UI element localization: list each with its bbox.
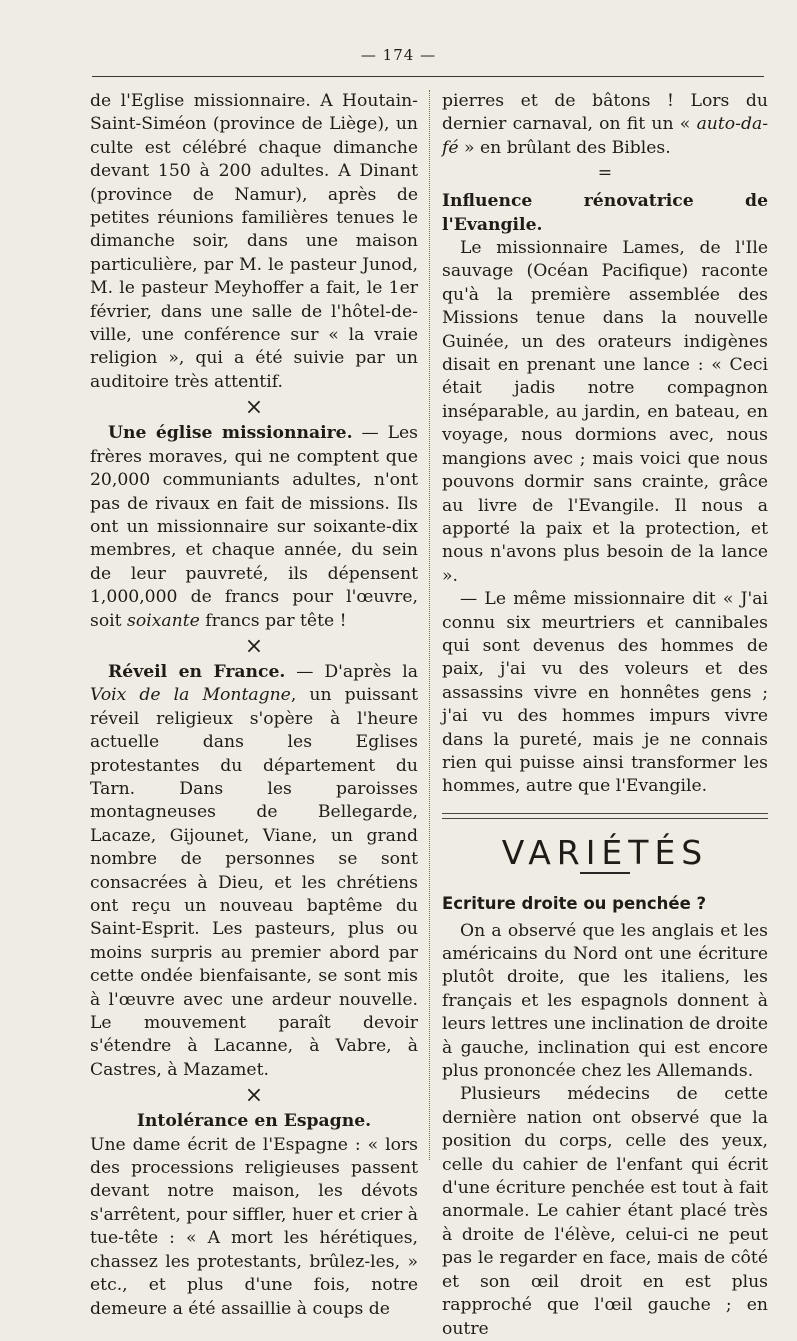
section-divider-cross: ×: [244, 1083, 264, 1109]
paragraph-text: pierres et de bâtons ! Lors du dernier carnaval, on fit un «: [442, 91, 768, 135]
article-writing-text: On a observé que les anglais et les américains du Nord ont une écriture plutôt droite, que les italiens, les français et les espagnols donnent à leurs lettres une inclination de droite à gauche, inclination qui est encore plus prononcée chez les Allemands.: [442, 920, 768, 1082]
article-heading-influence: Influence rénovatrice de l'Evangile.: [442, 191, 768, 235]
left-column: [90, 90, 418, 1321]
article-emphasis: auto-da-fé: [442, 114, 768, 158]
article-heading: Une église missionnaire.: [108, 423, 353, 444]
article-heading-intolerance: Intolérance en Espagne.: [136, 1111, 372, 1132]
article-text: — D'après la: [285, 661, 418, 682]
column-divider: [429, 90, 430, 1160]
right-paragraph-continued: [442, 90, 768, 160]
header-rule: [92, 76, 764, 77]
article-text: — Les frères moraves, qui ne comptent que 20,000 communiants adultes, n'ont pas de rivaux en fait de missions. Ils ont un missionnaire sur soixante-dix membres, et chaque année, du sein de leur pauvreté, ils dépensent 1,000,000 de francs pour l'œuvre, soit: [90, 423, 418, 631]
section-divider-double-dash: =: [597, 163, 613, 184]
article-heading-writing: Ecriture droite ou penchée ?: [442, 894, 707, 914]
article-intolerance-text: Une dame écrit de l'Espagne : « lors des processions religieuses passent devant notre maison, les dévots s'arrêtent, pour siffler, huer et crier à tue-tête : « A mort les hérétiques, chassez les protestants, brûlez-les, » etc., et plus d'une fois, notre demeure a été assaillie à coups de: [90, 1134, 418, 1319]
article-influence-text-2: — Le même missionnaire dit « J'ai connu six meurtriers et cannibales qui sont devenus des hommes de paix, j'ai vu des voleurs et des assassins vivre en honnêtes gens ; j'ai vu des hommes impurs vivre dans la pureté, mais je ne connais rien qui puisse ainsi transformer les hommes, autre que l'Evangile.: [442, 589, 768, 797]
section-divider-cross: ×: [244, 395, 264, 421]
left-paragraph-continued: de l'Eglise missionnaire. A Houtain-Saint-Siméon (province de Liège), un culte est célébré chaque dimanche devant 150 à 200 adultes. A Dinant (province de Namur), après de petites réunions familières tenues le dimanche soir, dans une maison particulière, par M. le pasteur Junod, M. le pasteur Meyhoffer a fait, le 1er février, dans une salle de l'hôtel-de-ville, une conférence sur « la vraie religion », qui a été suivie par un auditoire très attentif.: [90, 91, 418, 392]
article-emphasis: Voix de la Montagne: [90, 685, 291, 706]
article-missionary-church: [90, 422, 418, 633]
article-writing-text-2: Plusieurs médecins de cette dernière nation ont observé que la position du corps, celle des yeux, celle du cahier de l'enfant qui écrit d'une écriture penchée est tout à fait anormale. Le cahier étant placé très à droite de l'élève, celui-ci ne peut pas le regarder en face, mais de côté et son œil droit en est plus rapproché que l'œil gauche ; en outre: [442, 1084, 768, 1339]
section-double-rule: [442, 813, 768, 819]
article-text: , un puissant réveil religieux s'opère à l'heure actuelle dans les Eglises protestantes du département du Tarn. Dans les paroisses montagneuses de Bellegarde, Lacaze, Gijounet, Viane, un grand nombre de personnes se sont consacrées à Dieu, et les chrétiens ont reçu un nouveau baptême du Saint-Esprit. Les pasteurs, plus ou moins surpris au premier abord par cette ondée bienfaisante, se sont mis à l'œuvre avec une ardeur nouvelle. Le mouvement paraît devoir s'étendre à Lacanne, à Vabre, à Castres, à Mazamet.: [90, 685, 418, 1080]
article-heading: Réveil en France.: [108, 661, 286, 682]
page-number: — 174 —: [360, 46, 437, 64]
section-divider-cross: ×: [244, 633, 264, 659]
right-column: [442, 90, 768, 1341]
article-emphasis: soixante: [127, 610, 200, 631]
article-text: francs par tête !: [199, 610, 347, 631]
article-influence-text: Le missionnaire Lames, de l'Ile sauvage (Océan Pacifique) raconte qu'à la première assemblée des Missions tenue dans la nouvelle Guinée, un des orateurs indigènes disait en prenant une lance : « Ceci était jadis notre compagnon inséparable, au jardin, en bateau, en voyage, nous dormions avec, nous mangions avec ; mais voici que nous pouvons dormir sans crainte, grâce au livre de l'Evangile. Il nous a apporté la paix et la protection, et nous n'avons plus besoin de la lance ».: [442, 238, 768, 586]
title-underline: [580, 872, 630, 874]
article-revival-france: [90, 661, 418, 1082]
paragraph-text: » en brûlant des Bibles.: [458, 137, 671, 158]
varietes-title: VARIÉTÉS: [501, 832, 709, 872]
